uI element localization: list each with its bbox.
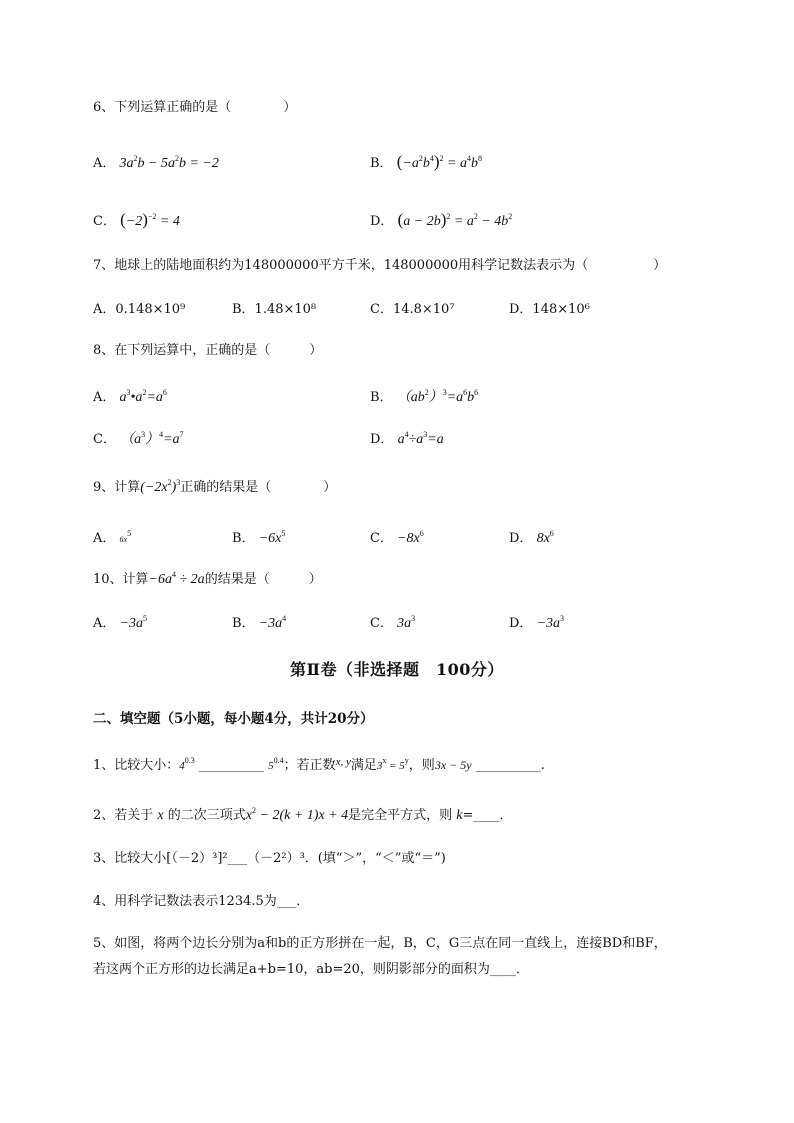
q9-option-c[interactable] [370,525,424,548]
q8-option-c-label: C． [93,432,116,447]
q6-option-d[interactable] [370,208,512,231]
q9-stem [93,474,336,497]
q9-option-c-formula: $-8x^6$ [397,529,424,546]
fill-question-2 [93,802,512,825]
f1-condition: $3^x = 5^y$ [376,756,409,772]
q10-option-a[interactable] [93,610,147,633]
q9-option-b-label: B． [232,531,255,546]
q7-option-d[interactable]: D．148×10⁶ [509,302,590,317]
q9-option-b[interactable] [232,525,285,548]
f1-blank1[interactable]: __________ [198,758,264,773]
q6-option-b[interactable] [370,150,482,173]
f1-part4: ，则 [408,758,435,773]
q6-option-c-label: C． [93,214,116,229]
q8-option-a-formula: $a^3•a^2=a^6$ [119,388,167,405]
q6-option-d-formula: $(a - 2b)^2 = a^2 - 4b^2$ [397,210,513,229]
q7-option-a[interactable]: A．0.148×10⁹ [93,302,186,317]
f1-vars: x, y [335,756,351,768]
q9-stem-prefix: 9、计算 [93,480,141,495]
q10-stem-formula: $-6a^4 \div 2a$ [148,570,205,587]
f1-part1: 1、比较大小： [93,758,180,773]
q10-option-b-label: B． [232,616,255,631]
q8-option-a-label: A． [93,390,116,405]
q10-stem [93,566,322,589]
f1-expr1: $4^{0.3}$ [179,756,195,772]
fill-question-5-line1: 5、如图，将两个边长分别为a和b的正方形拼在一起，B，C，G三点在同一直线上，连接BD和BF， [93,936,667,951]
q7-option-c[interactable]: C．14.8×10⁷ [370,302,455,317]
q10-option-d[interactable] [509,610,564,633]
q6-option-c[interactable] [93,208,180,231]
q8-option-b-formula: $(ab^2)^3=a^6b^6$ [396,388,479,405]
q6-option-d-label: D． [370,214,394,229]
q8-option-d-label: D． [370,432,394,447]
fill-question-3: 3、比较大小[（－2）³]²___（－2²）³．(填“＞”，“＜”或“＝”) [93,851,446,866]
q7-stem: 7、地球上的陆地面积约为148000000平方千米，148000000用科学记数法表示为（ ） [93,258,667,273]
q10-option-a-label: A． [93,616,116,631]
q9-option-a-label: A． [93,531,116,546]
q6-stem: 6、下列运算正确的是（ ） [93,100,297,115]
q9-option-b-formula: $-6x^5$ [258,529,286,546]
f1-expr2: $5^{0.4}$ [268,756,284,772]
q8-option-a[interactable] [93,384,167,407]
q8-option-d[interactable] [370,426,444,449]
q10-option-d-label: D． [509,616,533,631]
f1-part2: ；若正数 [283,758,336,773]
f2-part2: 的二次三项式 [167,808,246,823]
q9-option-c-label: C． [370,531,393,546]
q7-option-b[interactable]: B．1.48×10⁸ [232,302,317,317]
q10-stem-prefix: 10、计算 [93,572,149,587]
q9-stem-formula: $(-2x^2)^3$ [140,478,181,495]
q10-option-a-formula: $-3a^5$ [119,614,147,631]
fill-question-1 [93,752,545,775]
q8-option-d-formula: $a^4\div a^3=a$ [397,430,444,447]
f1-end: . [540,758,545,773]
q6-option-a-formula: $3a^2b - 5a^2b = -2$ [119,154,219,171]
q6-option-a-label: A． [93,156,116,171]
q10-option-c-formula: $3a^3$ [397,614,416,631]
q8-stem: 8、在下列运算中，正确的是（ ） [93,343,323,358]
q9-option-d-label: D． [509,531,533,546]
q8-option-c[interactable] [93,426,184,449]
q10-option-c[interactable] [370,610,415,633]
f2-part1: 2、若关于 [93,808,154,823]
q9-option-a-formula: 6x5 [119,529,132,544]
part2-title: 第Ⅱ卷（非选择题 100分） [290,660,504,679]
q10-option-c-label: C． [370,616,393,631]
f2-part3: 是完全平方式，则 [348,808,453,823]
q9-option-d[interactable] [509,525,554,548]
q10-option-d-formula: $-3a^3$ [536,614,565,631]
q9-option-a[interactable] [93,525,131,549]
f1-expr3: 3x − 5y [434,758,472,772]
f2-part4[interactable]: =____． [462,808,513,823]
q8-option-b-label: B． [370,390,393,405]
q6-option-a[interactable] [93,150,219,173]
fill-question-5-line2: 若这两个正方形的边长满足a+b=10，ab=20，则阴影部分的面积为____． [93,962,529,977]
fill-question-4: 4、用科学记数法表示1234.5为___． [93,894,310,909]
f2-var-x: x [157,808,164,823]
f1-part3: 满足 [350,758,377,773]
f2-var-k: k [456,808,463,823]
f2-polynomial: $x^2 - 2(k + 1)x + 4$ [245,806,349,823]
q8-option-b[interactable] [370,384,478,407]
q6-option-c-formula: $(-2)^{-2} = 4$ [120,210,180,229]
q6-option-b-formula: $(-a^2b^4)^2 = a^4b^8$ [396,152,482,171]
section2-heading: 二、填空题（5小题，每小题4分，共计20分） [93,711,374,727]
q6-option-b-label: B． [370,156,393,171]
q10-option-b[interactable] [232,610,286,633]
q9-stem-suffix: 正确的结果是（ ） [180,480,337,495]
q10-option-b-formula: $-3a^4$ [258,614,287,631]
f1-blank2[interactable]: __________ [475,758,541,773]
q8-option-c-formula: $(a^3)^4=a^7$ [120,430,184,447]
q10-stem-suffix: 的结果是（ ） [204,572,322,587]
q9-option-d-formula: $8x^6$ [536,529,554,546]
